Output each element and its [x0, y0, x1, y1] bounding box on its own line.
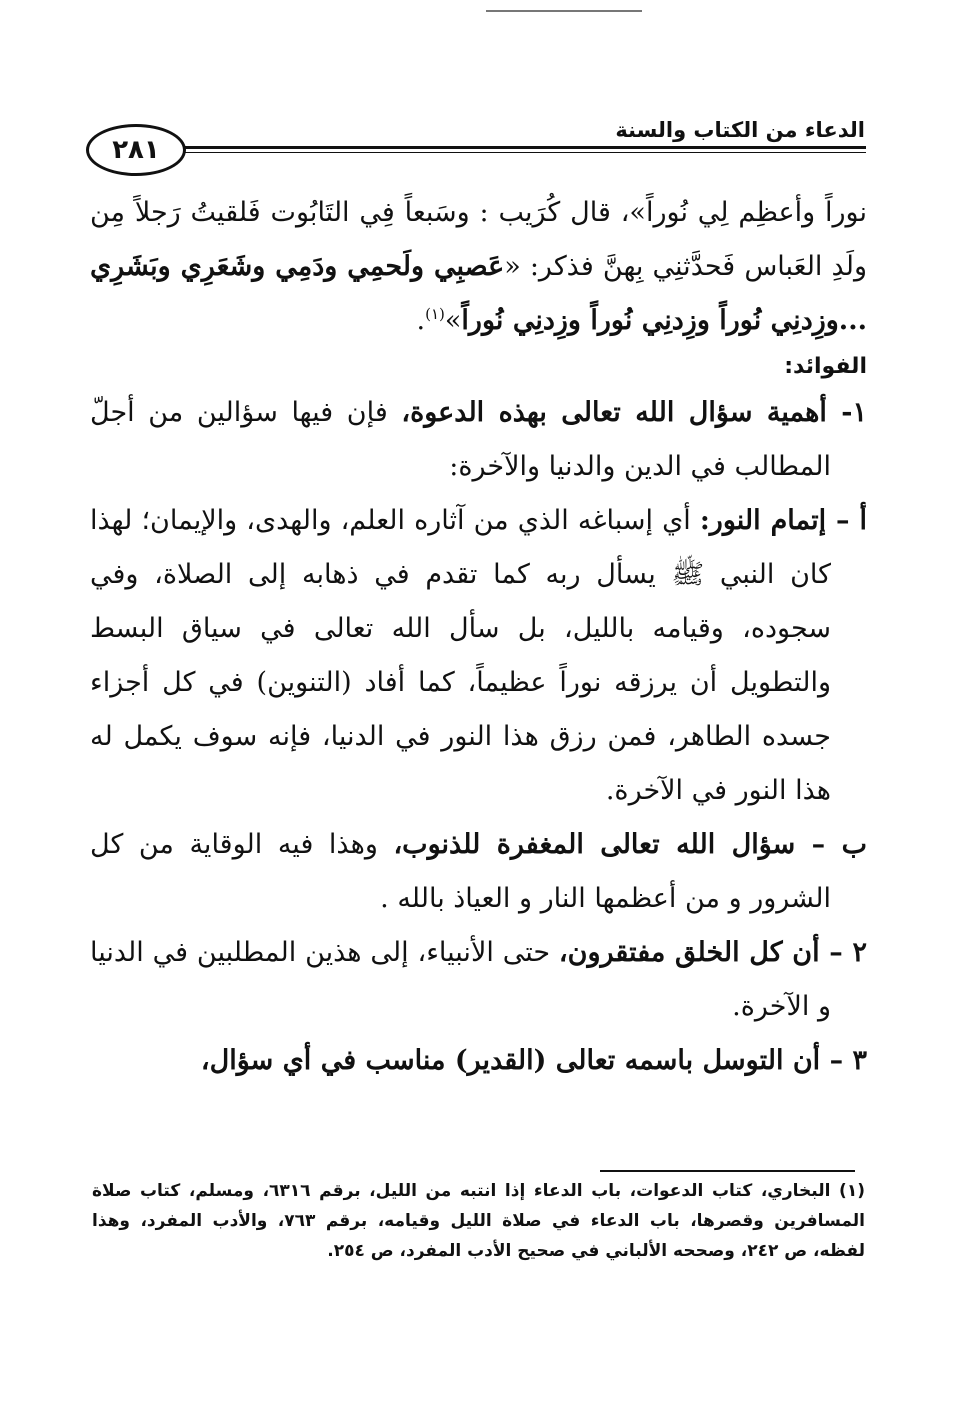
top-rule [486, 10, 642, 12]
running-header-title: الدعاء من الكتاب والسنة [615, 118, 865, 142]
benefit-sub-b [90, 818, 867, 926]
benefit-item-2-text: حتى الأنبياء، إلى هذين المطلبين في الدنيا و الآخرة. [90, 937, 831, 1022]
benefit-item-1-text: فإن فيها سؤالين من أجلّ المطالب في الدين والدنيا والآخرة: [90, 397, 831, 482]
benefit-item-3-head: ٣ – أن التوسل باسمه تعالى (القدير) مناسب في أي سؤال، [200, 1045, 867, 1076]
header-rule-thin [180, 152, 866, 153]
benefit-sub-b-head: ب – سؤال الله تعالى المغفرة للذنوب، [393, 829, 867, 860]
benefit-item-2 [90, 926, 867, 1034]
hadith-end: . [416, 305, 426, 336]
header-rule-thick [180, 146, 866, 149]
hadith-intro: نوراً وأعظِم لِي نُوراً»، قال كُرَيب : وسَبعاً فِي التَابُوت فَلقيتُ رَجلاً مِن ولَدِ العَباس فَحدَّثنِي بِهنَّ فذكر: « [90, 197, 867, 282]
hadith-quote: عَصبِي ولَحمِي ودَمِي وشَعَرِي وبَشَرِي ...وزِدنِي نُوراً وزِدنِي نُوراً وزِدنِي نُوراً [90, 251, 867, 336]
footnote-ref: (١) [425, 305, 445, 323]
paragraph-hadith [90, 186, 867, 348]
benefit-item-2-head: ٢ – أن كل الخلق مفتقرون، [558, 937, 867, 968]
page-body [90, 186, 867, 1088]
footnote-separator [600, 1170, 855, 1172]
benefit-sub-b-text: وهذا فيه الوقاية من كل الشرور و من أعظمها النار و العياذ بالله . [90, 829, 831, 914]
benefit-sub-a [90, 494, 867, 818]
benefit-item-3 [90, 1034, 867, 1088]
benefits-heading: الفوائد: [784, 354, 867, 379]
benefit-sub-a-text: أي إسباغه الذي من آثاره العلم، والهدى، والإيمان؛ لهذا كان النبي ﷺ يسأل ربه كما تقدم في ذهابه إلى الصلاة، وفي سجوده، وقيامه بالليل، بل سأل الله تعالى في سياق البسط والتطويل أن يرزقه نوراً عظيماً، كما أفاد (التنوين) في كل أجزاء جسده الطاهر، فمن رزق هذا النور في الدنيا، فإنه سوف يكمل له هذا النور في الآخرة. [90, 505, 831, 806]
page-number-badge: ٢٨١ [86, 124, 186, 176]
footnote-1: (١) البخاري، كتاب الدعوات، باب الدعاء إذا انتبه من الليل، برقم ٦٣١٦، ومسلم، كتاب صلاة المسافرين وقصرها، باب الدعاء في صلاة الليل وقيامه، برقم ٧٦٣، والأدب المفرد، وهذا لفظه، ص ٢٤٢، وصححه الألباني في صحيح الأدب المفرد، ص ٢٥٤. [92, 1181, 865, 1261]
benefit-sub-a-head: أ – إتمام النور: [699, 505, 867, 536]
benefit-item-1-head: ١- أهمية سؤال الله تعالى بهذه الدعوة، [401, 397, 867, 428]
hadith-quote-close: » [444, 305, 462, 336]
benefit-item-1 [90, 386, 867, 494]
